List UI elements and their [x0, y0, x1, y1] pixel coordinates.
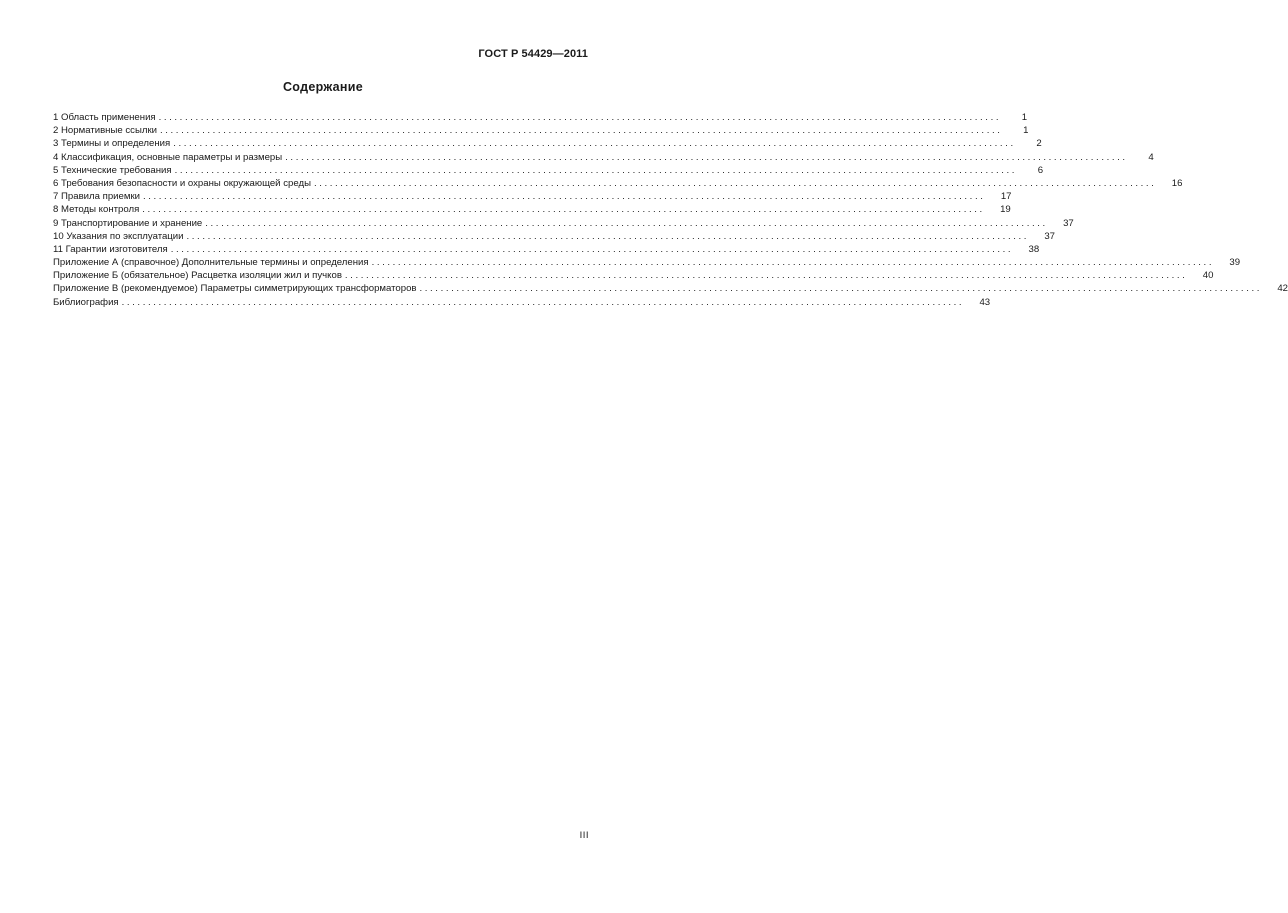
toc-entry-page: 42	[1277, 283, 1288, 295]
toc-entry-page: 43	[979, 296, 991, 308]
toc-entry-label: 2 Нормативные ссылки	[53, 125, 158, 137]
table-of-contents	[53, 111, 1288, 309]
toc-entry-safety-requirements[interactable]	[53, 177, 1183, 190]
toc-entry-appendix-b[interactable]	[53, 269, 1214, 282]
toc-entry-page: 19	[1000, 204, 1011, 216]
toc-entry-operation-instructions[interactable]	[53, 230, 1056, 243]
toc-entry-page: 1	[1023, 125, 1029, 137]
toc-entry-label: Библиография	[53, 296, 119, 308]
toc-entry-label: 7 Правила приемки	[53, 191, 140, 203]
toc-leader-dots: ................................................................................................................................................................	[160, 125, 1003, 137]
toc-leader-dots: ................................................................................................................................................................	[285, 151, 1128, 163]
document-code: ГОСТ Р 54429—2011	[478, 48, 588, 60]
toc-leader-dots: ................................................................................................................................................................	[143, 191, 986, 203]
toc-entry-normative-references[interactable]	[53, 124, 1029, 137]
toc-entry-label: 4 Классификация, основные параметры и размеры	[53, 151, 283, 163]
toc-entry-label: Приложение В (рекомендуемое) Параметры симметрирующих трансформаторов	[53, 283, 417, 295]
toc-entry-label: 11 Гарантии изготовителя	[53, 243, 168, 255]
toc-entry-scope[interactable]	[53, 111, 1028, 124]
toc-entry-terms[interactable]	[53, 137, 1042, 150]
toc-entry-label: 5 Технические требования	[53, 164, 172, 176]
toc-entry-label: Приложение Б (обязательное) Расцветка изоляции жил и пучков	[53, 270, 342, 282]
toc-leader-dots: ................................................................................................................................................................	[170, 243, 1014, 255]
toc-entry-page: 17	[1000, 191, 1012, 203]
toc-entry-transport-storage[interactable]	[53, 217, 1074, 230]
toc-entry-page: 16	[1171, 177, 1183, 189]
toc-entry-label: 3 Термины и определения	[53, 138, 171, 150]
toc-leader-dots: ................................................................................................................................................................	[371, 257, 1215, 269]
toc-entry-page: 37	[1063, 217, 1074, 229]
toc-entry-label: 8 Методы контроля	[53, 204, 140, 216]
toc-entry-warranty[interactable]	[53, 243, 1040, 256]
toc-leader-dots: ................................................................................................................................................................	[174, 164, 1018, 176]
toc-leader-dots: ................................................................................................................................................................	[344, 270, 1188, 282]
toc-entry-label: 9 Транспортирование и хранение	[53, 217, 203, 229]
toc-entry-technical-requirements[interactable]	[53, 164, 1044, 177]
toc-entry-page: 38	[1028, 243, 1040, 255]
toc-entry-appendix-v[interactable]	[53, 282, 1288, 295]
toc-entry-label: 6 Требования безопасности и охраны окружающей среды	[53, 177, 311, 189]
toc-entry-page: 6	[1037, 164, 1044, 176]
toc-entry-test-methods[interactable]	[53, 203, 1011, 216]
toc-entry-label: 10 Указания по эксплуатации	[53, 230, 184, 242]
toc-leader-dots: ................................................................................................................................................................	[419, 283, 1262, 295]
toc-leader-dots: ................................................................................................................................................................	[142, 204, 985, 216]
toc-entry-page: 4	[1148, 151, 1154, 163]
toc-entry-page: 40	[1202, 270, 1214, 282]
toc-entry-page: 37	[1044, 230, 1056, 242]
toc-entry-page: 2	[1036, 138, 1042, 150]
toc-entry-acceptance-rules[interactable]	[53, 190, 1012, 203]
page-number: III	[579, 830, 589, 841]
toc-leader-dots: ................................................................................................................................................................	[313, 177, 1157, 189]
toc-entry-bibliography[interactable]	[53, 296, 991, 309]
toc-entry-page: 39	[1229, 257, 1241, 269]
toc-leader-dots: ................................................................................................................................................................	[173, 138, 1016, 150]
toc-entry-label: 1 Область применения	[53, 112, 156, 123]
toc-entry-label: Приложение А (справочное) Дополнительные термины и определения	[53, 257, 369, 269]
toc-leader-dots: ................................................................................................................................................................	[158, 112, 1002, 123]
toc-entry-appendix-a[interactable]	[53, 256, 1241, 269]
toc-leader-dots: ................................................................................................................................................................	[121, 296, 965, 308]
toc-entry-classification[interactable]	[53, 151, 1154, 164]
toc-leader-dots: ................................................................................................................................................................	[186, 230, 1030, 242]
toc-leader-dots: ................................................................................................................................................................	[205, 217, 1048, 229]
toc-entry-page: 1	[1021, 112, 1028, 123]
toc-title: Содержание	[282, 80, 363, 94]
